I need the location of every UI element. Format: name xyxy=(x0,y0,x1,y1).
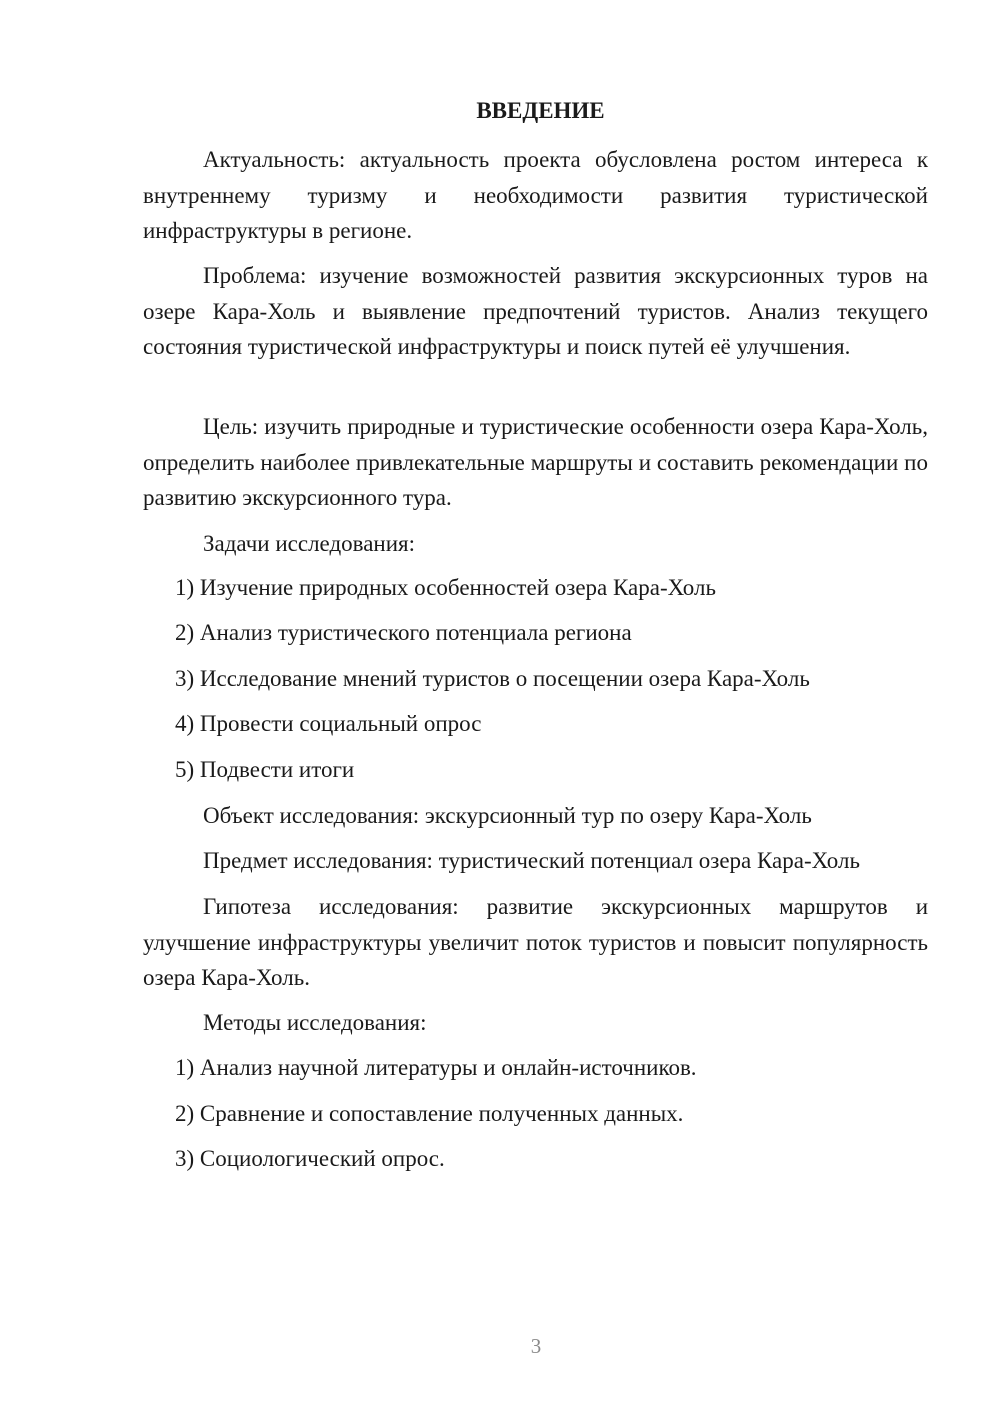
research-object: Объект исследования: экскурсионный тур по озеру Кара-Холь xyxy=(203,803,812,828)
tasks-heading: Задачи исследования: xyxy=(203,531,416,556)
page-number: 3 xyxy=(530,1334,542,1358)
method-item-3: 3) Социологический опрос. xyxy=(175,1146,445,1171)
task-item-4: 4) Провести социальный опрос xyxy=(175,711,482,736)
method-item-1: 1) Анализ научной литературы и онлайн-источников. xyxy=(175,1055,697,1080)
problem-paragraph: Проблема: изучение возможностей развития экскурсионных туров на озере Кара-Холь и выявление предпочтений туристов. Анализ текущего состояния туристической инфраструктуры и поиск путей её улучшения. xyxy=(143,263,928,359)
method-item-2: 2) Сравнение и сопоставление полученных данных. xyxy=(175,1101,684,1126)
task-item-5: 5) Подвести итоги xyxy=(175,757,355,782)
document-page xyxy=(143,0,928,1414)
task-item-1: 1) Изучение природных особенностей озера Кара-Холь xyxy=(175,575,716,600)
section-title: ВВЕДЕНИЕ xyxy=(476,98,605,123)
research-subject: Предмет исследования: туристический потенциал озера Кара-Холь xyxy=(203,848,860,873)
relevance-paragraph: Актуальность: актуальность проекта обусловлена ростом интереса к внутреннему туризму и необходимости развития туристической инфраструктуры в регионе. xyxy=(143,147,928,243)
task-item-3: 3) Исследование мнений туристов о посещении озера Кара-Холь xyxy=(175,666,810,691)
methods-heading: Методы исследования: xyxy=(203,1010,427,1035)
goal-paragraph: Цель: изучить природные и туристические особенности озера Кара-Холь, определить наиболее привлекательные маршруты и составить рекомендации по развитию экскурсионного тура. xyxy=(143,414,928,510)
task-item-2: 2) Анализ туристического потенциала региона xyxy=(175,620,632,645)
hypothesis-paragraph: Гипотеза исследования: развитие экскурсионных маршрутов и улучшение инфраструктуры увеличит поток туристов и повысит популярность озера Кара-Холь. xyxy=(143,894,928,990)
